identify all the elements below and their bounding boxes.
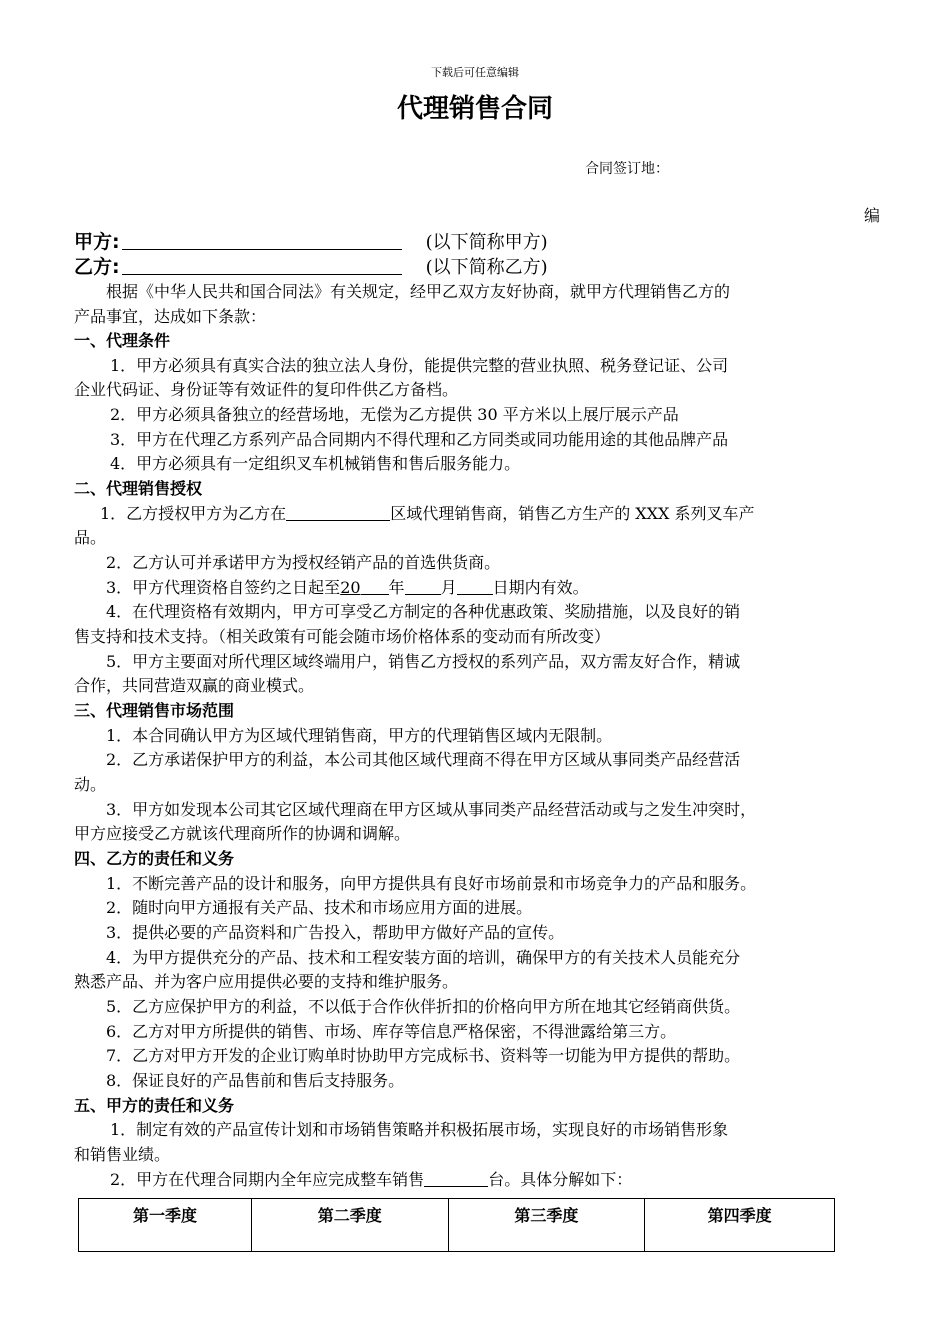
party-a-blank[interactable] [122,231,402,250]
s3-item-2a: 2．乙方承诺保护甲方的利益，本公司其他区域代理商不得在甲方区域从事同类产品经营活 [106,750,741,769]
s5-item-1a: 1．制定有效的产品宣传计划和市场销售策略并积极拓展市场，实现良好的市场销售形象 [110,1120,729,1139]
s4-item-5: 5．乙方应保护甲方的利益，不以低于合作伙伴折扣的价格向甲方所在地其它经销商供货。 [106,997,741,1016]
s1-item-1a: 1．甲方必须具有真实合法的独立法人身份，能提供完整的营业执照、税务登记证、公司 [110,356,729,375]
section-2-heading: 二、代理销售授权 [74,479,203,498]
intro-line-2: 产品事宜，达成如下条款： [74,307,267,326]
party-a-suffix: (以下简称甲方) [425,232,548,253]
s3-item-2b: 动。 [74,775,107,794]
s4-item-7: 7．乙方对甲方开发的企业订购单时协助甲方完成标书、资料等一切能为甲方提供的帮助。 [106,1046,741,1065]
s2-item-3-post: 日期内有效。 [492,578,589,597]
s2-item-5b: 合作，共同营造双赢的商业模式。 [74,676,315,695]
quarter-3-cell: 第三季度 [448,1199,645,1252]
s3-item-3a: 3．甲方如发现本公司其它区域代理商在甲方区域从事同类产品经营活动或与之发生冲突时， [106,800,757,819]
table-row [79,1199,835,1252]
s3-item-3b: 甲方应接受乙方就该代理商所作的协调和调解。 [74,824,411,843]
s4-item-4a: 4．为甲方提供充分的产品、技术和工程安装方面的培训，确保甲方的有关技术人员能充分 [106,948,741,967]
s4-item-4b: 熟悉产品、并为客户应用提供必要的支持和维护服务。 [74,972,459,991]
year-label: 年 [388,578,405,597]
region-blank[interactable] [286,504,390,521]
s5-item-2 [110,1168,632,1193]
section-1-heading: 一、代理条件 [74,331,171,350]
party-b-label: 乙方: [74,256,120,278]
party-b-row [74,255,548,280]
s4-item-8: 8．保证良好的产品售前和售后支持服务。 [106,1071,405,1090]
quarter-4-cell: 第四季度 [645,1199,835,1252]
s1-item-2: 2．甲方必须具备独立的经营场地，无偿为乙方提供 30 平方米以上展厅展示产品 [110,405,679,424]
month-label: 月 [440,578,457,597]
s4-item-2: 2．随时向甲方通报有关产品、技术和市场应用方面的进展。 [106,898,533,917]
bian-label: 编 [864,206,881,225]
s2-item-3 [106,576,589,601]
s1-item-4: 4．甲方必须具有一定组织叉车机械销售和售后服务能力。 [110,454,521,473]
s5-item-2-pre: 2．甲方在代理合同期内全年应完成整车销售 [110,1170,425,1189]
party-a-label: 甲方: [74,231,120,253]
day-blank[interactable] [457,578,493,595]
s4-item-3: 3．提供必要的产品资料和广告投入，帮助甲方做好产品的宣传。 [106,923,565,942]
party-b-suffix: (以下简称乙方) [425,257,548,278]
s5-item-2-post: 台。具体分解如下： [488,1170,633,1189]
year-prefix: 20 [340,578,361,597]
party-b-blank[interactable] [122,256,402,275]
sales-count-blank[interactable] [424,1170,488,1187]
s1-item-1b: 企业代码证、身份证等有效证件的复印件供乙方备档。 [74,380,459,399]
s5-item-1b: 和销售业绩。 [74,1145,171,1164]
quarter-2-cell: 第二季度 [251,1199,448,1252]
header-note: 下载后可任意编辑 [431,66,519,79]
s2-item-4a: 4．在代理资格有效期内，甲方可享受乙方制定的各种优惠政策、奖励措施，以及良好的销 [106,602,741,621]
s2-item-1b: 品。 [74,528,107,547]
quarterly-breakdown-table [78,1198,835,1252]
s2-item-4b: 售支持和技术支持。（相关政策有可能会随市场价格体系的变动而有所改变） [74,627,611,646]
s1-item-3: 3．甲方在代理乙方系列产品合同期内不得代理和乙方同类或同功能用途的其他品牌产品 [110,430,729,449]
section-4-heading: 四、乙方的责任和义务 [74,849,235,868]
quarter-1-cell: 第一季度 [79,1199,252,1252]
s2-item-1a-post: 区域代理销售商，销售乙方生产的 XXX 系列叉车产 [390,504,755,523]
section-3-heading: 三、代理销售市场范围 [74,701,235,720]
s2-item-1a [100,502,755,527]
party-a-row [74,230,548,255]
year-blank[interactable] [361,578,389,595]
sign-place-label: 合同签订地： [585,161,669,177]
month-blank[interactable] [405,578,441,595]
document-title: 代理销售合同 [396,94,553,124]
s2-item-3-pre: 3．甲方代理资格自签约之日起至 [106,578,341,597]
s4-item-1: 1．不断完善产品的设计和服务，向甲方提供具有良好市场前景和市场竞争力的产品和服务。 [106,874,757,893]
s3-item-1: 1．本合同确认甲方为区域代理销售商，甲方的代理销售区域内无限制。 [106,726,613,745]
s2-item-2: 2．乙方认可并承诺甲方为授权经销产品的首选供货商。 [106,553,501,572]
section-5-heading: 五、甲方的责任和义务 [74,1096,235,1115]
s4-item-6: 6．乙方对甲方所提供的销售、市场、库存等信息严格保密，不得泄露给第三方。 [106,1022,677,1041]
intro-line-1: 根据《中华人民共和国合同法》有关规定，经甲乙双方友好协商，就甲方代理销售乙方的 [106,282,731,301]
s2-item-1a-pre: 1．乙方授权甲方为乙方在 [100,504,287,523]
s2-item-5a: 5．甲方主要面对所代理区域终端用户，销售乙方授权的系列产品，双方需友好合作，精诚 [106,652,741,671]
